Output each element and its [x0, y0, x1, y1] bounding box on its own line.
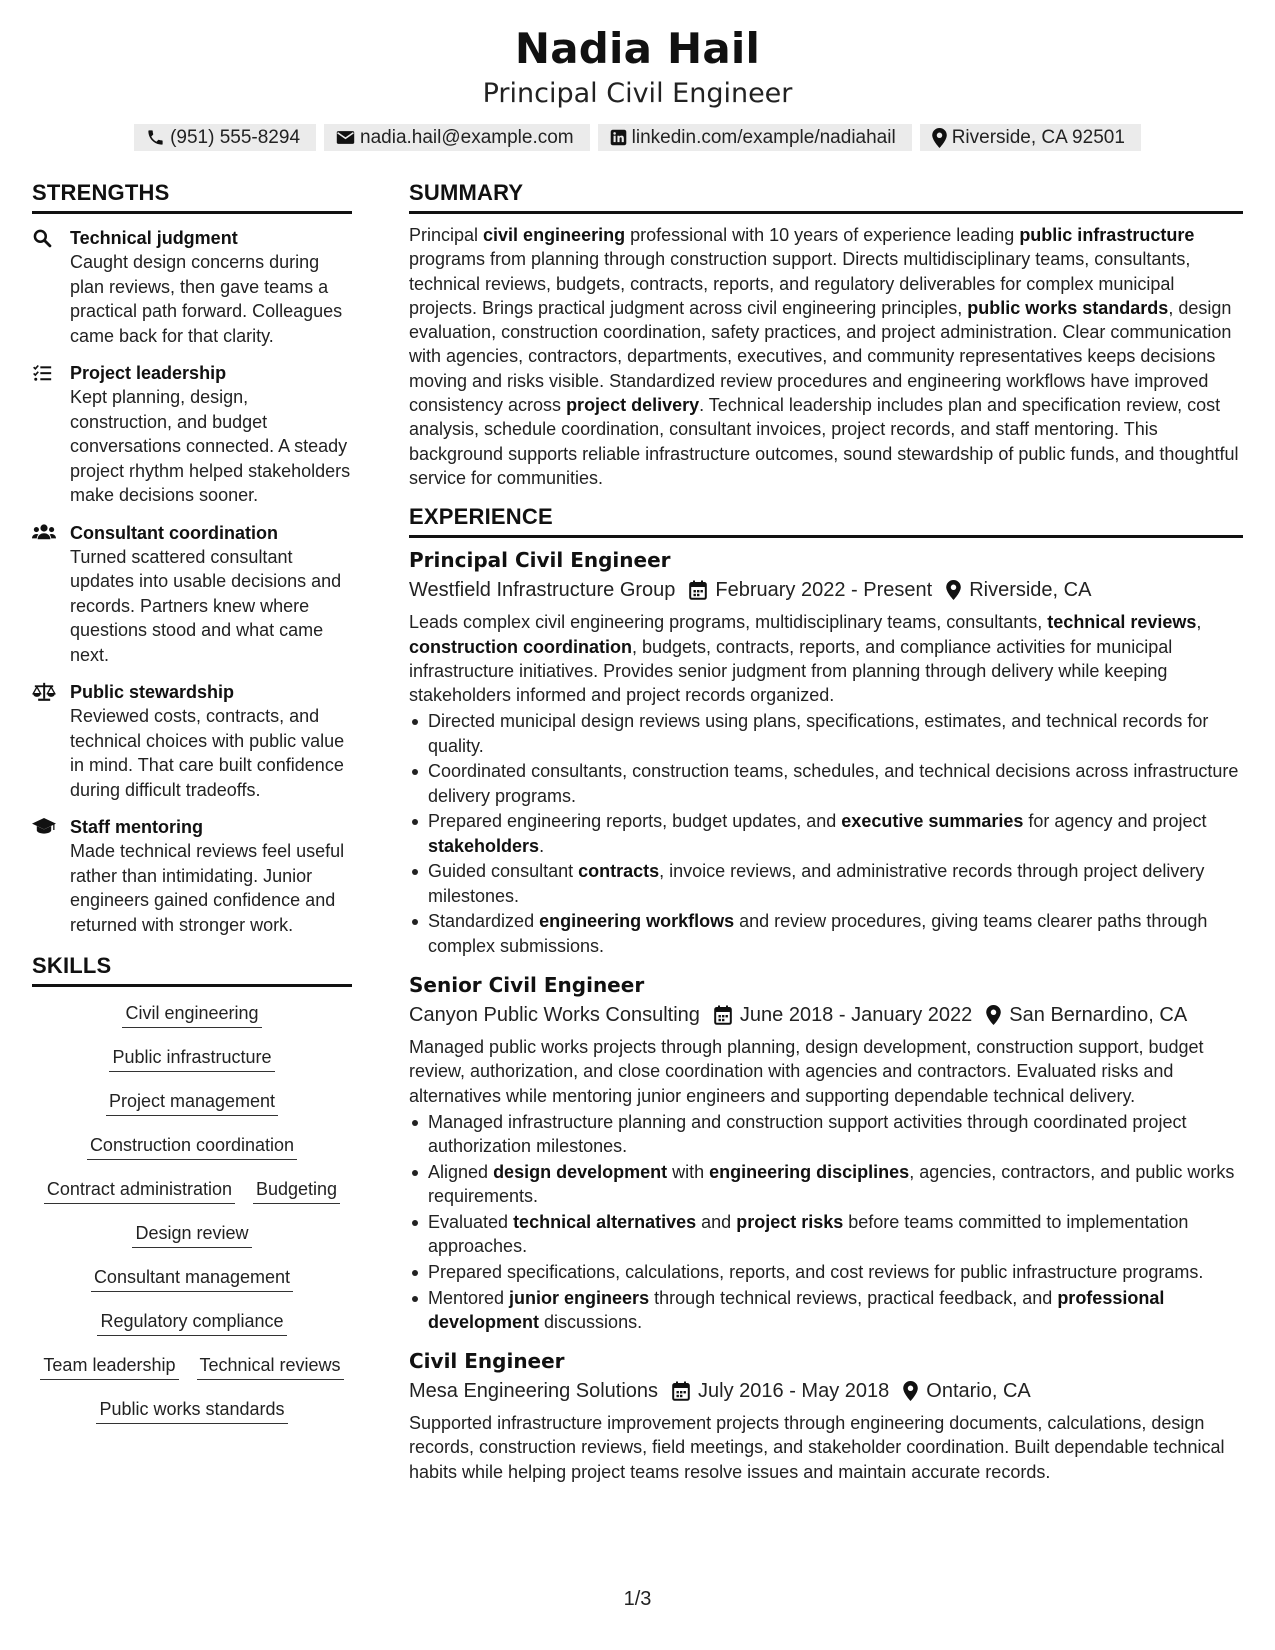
role-description: Managed public works projects through planning, design development, construction support, budget review, authorization, and close coordination with agencies and contractors. Evaluated risks and alternatives while mentoring junior engineers and supporting dependable technical delivery. — [409, 1036, 1204, 1106]
skill-tag: Team leadership — [40, 1353, 178, 1380]
resume-header — [0, 22, 1275, 151]
bullet-item: Directed municipal design reviews using plans, specifications, estimates, and technical records for quality. — [409, 709, 1243, 758]
strength-title: Consultant coordination — [70, 522, 278, 543]
strength-title: Public stewardship — [70, 682, 235, 702]
strength-item — [32, 815, 352, 937]
strength-text: Reviewed costs, contracts, and technical choices with public value in mind. That care built confidence during difficult tradeoffs. — [70, 706, 345, 800]
strength-text: Caught design concerns during plan reviews, then gave teams a practical path forward. Colleagues came back for that clarity. — [70, 252, 343, 346]
role-title: Senior Civil Engineer — [409, 972, 645, 997]
bold-phrase: technical alternatives — [513, 1211, 697, 1232]
phone-icon — [146, 128, 165, 147]
role-title: Principal Civil Engineer — [409, 548, 671, 573]
graduation-cap-icon — [32, 815, 70, 937]
candidate-title: Principal Civil Engineer — [482, 78, 793, 109]
bullet-item: Prepared specifications, calculations, reports, and cost reviews for public infrastructure programs. — [409, 1260, 1243, 1284]
skill-tag: Budgeting — [253, 1177, 340, 1204]
bold-phrase: public infrastructure — [1019, 225, 1195, 245]
bullet-item: Standardized engineering workflows and review procedures, giving teams clearer paths through complex submissions. — [409, 909, 1243, 958]
skill-tag: Regulatory compliance — [97, 1309, 286, 1336]
list-check-icon — [32, 361, 70, 508]
strengths-heading: STRENGTHS — [32, 178, 352, 214]
strength-title: Project leadership — [70, 363, 227, 383]
users-icon — [32, 521, 70, 668]
role-location: San Bernardino, CA — [1009, 1003, 1188, 1026]
summary-heading: SUMMARY — [409, 178, 1243, 214]
role-bullets — [409, 1110, 1243, 1334]
skill-tag: Project management — [106, 1089, 278, 1116]
calendar-icon — [689, 580, 707, 600]
role-location: Riverside, CA — [969, 579, 1092, 602]
right-column — [409, 178, 1243, 1484]
scale-icon — [32, 680, 70, 802]
skill-tag: Construction coordination — [87, 1133, 297, 1160]
page-indicator: 1/3 — [623, 1588, 652, 1610]
skills-heading: SKILLS — [32, 951, 352, 987]
linkedin-icon — [610, 129, 627, 146]
bold-phrase: public works standards — [967, 297, 1169, 318]
experience-entry — [409, 971, 1243, 1334]
bullet-item: Aligned design development with engineering disciplines, agencies, contractors, and public works requirements. — [409, 1160, 1243, 1209]
bullet-item: Coordinated consultants, construction teams, schedules, and technical decisions across infrastructure delivery programs. — [409, 759, 1243, 808]
summary-text: Principal civil engineering professional with 10 years of experience leading public infrastructure programs from planning through construction support. Directs multidisciplinary teams, consultants, technical reviews, budgets, contracts, reports, and regulatory deliverables for complex municipal projects. Brings practical judgment across civil engineering principles, public works standards, design evaluation, construction coordination, safety practices, and project administration. Clear communication with agencies, contractors, departments, executives, and community representatives keeps decisions moving and risks visible. Standardized review procedures and engineering workflows have improved consistency across project delivery. Technical leadership includes plan and specification review, cost analysis, schedule coordination, consultant invoices, project records, and staff mentoring. This background supports reliable infrastructure outcomes, sound stewardship of public funds, and thoughtful service for communities. — [409, 225, 1239, 488]
bold-phrase: engineering workflows — [539, 911, 735, 932]
company-name: Westfield Infrastructure Group — [409, 579, 676, 602]
bold-phrase: project delivery — [566, 395, 700, 416]
experience-entry — [409, 1347, 1243, 1484]
skill-tag: Public works standards — [96, 1397, 287, 1424]
contact-location — [920, 124, 1141, 151]
role-title: Civil Engineer — [409, 1349, 565, 1374]
contact-phone — [134, 124, 316, 151]
company-name: Canyon Public Works Consulting — [409, 1003, 700, 1026]
role-dates: June 2018 - January 2022 — [739, 1003, 973, 1026]
map-pin-icon — [986, 1005, 1001, 1025]
skill-tag: Design review — [132, 1221, 251, 1248]
bold-phrase: stakeholders — [428, 835, 540, 856]
skill-tag: Contract administration — [44, 1177, 235, 1204]
bullet-item: Prepared engineering reports, budget updates, and executive summaries for agency and project stakeholders. — [409, 809, 1243, 858]
strength-title: Technical judgment — [70, 228, 238, 248]
calendar-icon — [672, 1381, 690, 1401]
company-name: Mesa Engineering Solutions — [409, 1380, 659, 1403]
bold-phrase: design development — [493, 1161, 668, 1182]
role-bullets — [409, 709, 1243, 958]
bold-phrase: technical reviews — [1047, 612, 1197, 633]
left-column — [32, 178, 352, 1424]
email-text: nadia.hail@example.com — [360, 126, 574, 148]
strength-text: Made technical reviews feel useful rather than intimidating. Junior engineers gained confidence and returned with stronger work. — [70, 841, 345, 935]
skill-tag: Civil engineering — [122, 1001, 261, 1028]
role-dates: February 2022 - Present — [715, 579, 933, 602]
contact-bar — [0, 124, 1275, 151]
strength-text: Kept planning, design, construction, and budget conversations connected. A steady project rhythm helped stakeholders make decisions sooner. — [70, 387, 351, 505]
bold-phrase: executive summaries — [841, 811, 1024, 832]
strength-item — [32, 361, 352, 508]
candidate-name: Nadia Hail — [514, 24, 761, 73]
experience-heading: EXPERIENCE — [409, 502, 1243, 538]
contact-linkedin[interactable] — [598, 124, 912, 151]
calendar-icon — [714, 1005, 732, 1025]
bold-phrase: civil engineering — [483, 225, 626, 245]
bullet-item: Mentored junior engineers through technical reviews, practical feedback, and professional development discussions. — [409, 1286, 1243, 1335]
role-location: Ontario, CA — [926, 1380, 1031, 1403]
role-description: Supported infrastructure improvement projects through engineering documents, calculations, design records, construction reviews, field meetings, and stakeholder coordination. Built dependable technical habits while helping project teams resolve issues and maintain accurate records. — [409, 1413, 1225, 1482]
bullet-item: Guided consultant contracts, invoice reviews, and administrative records through project delivery milestones. — [409, 859, 1243, 908]
experience-entry — [409, 546, 1243, 958]
bullet-item: Evaluated technical alternatives and project risks before teams committed to implementation approaches. — [409, 1210, 1243, 1259]
role-meta — [409, 576, 1243, 604]
strengths-list — [32, 226, 352, 937]
bold-phrase: junior engineers — [509, 1287, 650, 1308]
role-description: Leads complex civil engineering programs, multidisciplinary teams, consultants, technical reviews, construction coordination, budgets, contracts, reports, and compliance activities for municipal infrastructure initiatives. Provides senior judgment from planning through delivery while keeping stakeholders informed and project records organized. — [409, 612, 1202, 706]
map-pin-icon — [903, 1381, 918, 1401]
bold-phrase: construction coordination — [409, 636, 632, 657]
bold-phrase: project risks — [736, 1211, 844, 1232]
search-icon — [32, 226, 70, 348]
skill-tag: Technical reviews — [197, 1353, 344, 1380]
map-pin-icon — [932, 128, 947, 148]
strength-item — [32, 226, 352, 348]
bold-phrase: contracts — [578, 861, 660, 882]
envelope-icon — [336, 130, 355, 145]
role-dates: July 2016 - May 2018 — [698, 1380, 890, 1403]
bold-phrase: engineering disciplines — [709, 1161, 910, 1182]
contact-email[interactable] — [324, 124, 590, 151]
role-meta — [409, 1377, 1243, 1405]
location-text: Riverside, CA 92501 — [951, 126, 1125, 148]
linkedin-text: linkedin.com/example/nadiahail — [631, 126, 896, 148]
strength-title: Staff mentoring — [70, 817, 203, 837]
role-meta — [409, 1001, 1243, 1029]
strength-text: Turned scattered consultant updates into usable decisions and records. Partners knew where questions stood and what came next. — [70, 546, 342, 665]
skill-tag: Public infrastructure — [109, 1045, 274, 1072]
strength-item — [32, 680, 352, 802]
bullet-item: Managed infrastructure planning and construction support activities through coordinated project authorization milestones. — [409, 1110, 1243, 1159]
map-pin-icon — [946, 580, 961, 600]
bold-phrase: professional development — [428, 1287, 1165, 1332]
skill-tag: Consultant management — [91, 1265, 293, 1292]
phone-text: (951) 555-8294 — [170, 126, 301, 148]
strength-item — [32, 521, 352, 668]
skills-list — [32, 1001, 352, 1424]
